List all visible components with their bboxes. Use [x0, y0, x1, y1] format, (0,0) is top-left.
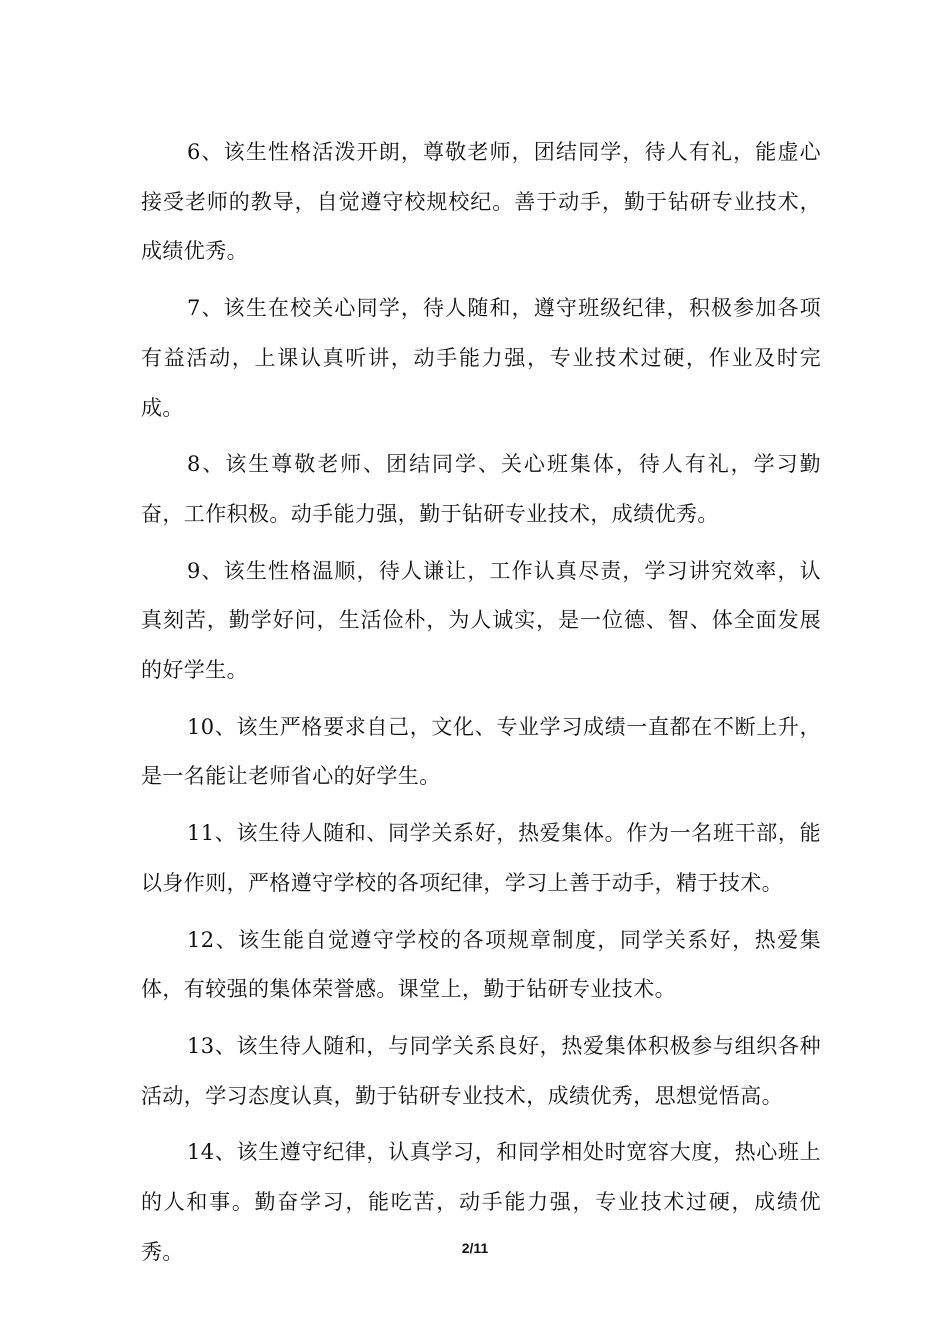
paragraph-9: 9、该生性格温顺，待人谦让，工作认真尽责，学习讲究效率，认真刻苦，勤学好问，生活俭朴，为人诚实，是一位德、智、体全面发展的好学生。 [141, 558, 821, 683]
document-body [141, 128, 821, 1284]
paragraph-11: 11、该生待人随和、同学关系好，热爱集体。作为一名班干部，能以身作则，严格遵守学校的各项纪律，学习上善于动手，精于技术。 [141, 821, 821, 895]
paragraph-12: 12、该生能自觉遵守学校的各项规章制度，同学关系好，热爱集体，有较强的集体荣誉感。课堂上，勤于钻研专业技术。 [141, 927, 821, 1002]
paragraph-14: 14、该生遵守纪律，认真学习，和同学相处时宽容大度，热心班上的人和事。勤奋学习，能吃苦，动手能力强，专业技术过硬，成绩优秀。 [141, 1140, 821, 1264]
paragraph-10: 10、该生严格要求自己，文化、专业学习成绩一直都在不断上升，是一名能让老师省心的好学生。 [141, 714, 821, 789]
page-number: 2/11 [461, 1240, 489, 1256]
paragraph-13: 13、该生待人随和，与同学关系良好，热爱集体积极参与组织各种活动，学习态度认真，勤于钻研专业技术，成绩优秀，思想觉悟高。 [141, 1033, 821, 1108]
paragraph-7: 7、该生在校关心同学，待人随和，遵守班级纪律，积极参加各项有益活动，上课认真听讲，动手能力强，专业技术过硬，作业及时完成。 [141, 296, 821, 420]
paragraph-6: 6、该生性格活泼开朗，尊敬老师，团结同学，待人有礼，能虚心接受老师的教导，自觉遵守校规校纪。善于动手，勤于钻研专业技术，成绩优秀。 [141, 140, 821, 264]
paragraph-8: 8、该生尊敬老师、团结同学、关心班集体，待人有礼，学习勤奋，工作积极。动手能力强，勤于钻研专业技术，成绩优秀。 [141, 452, 821, 526]
